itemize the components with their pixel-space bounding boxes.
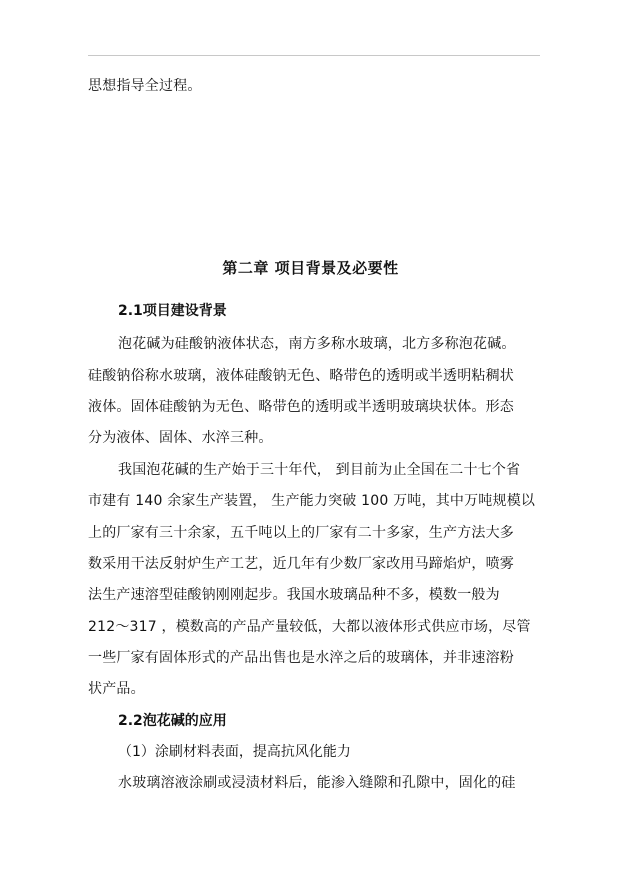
- paragraph-line: 液体。固体硅酸钠为无色、略带色的透明或半透明玻璃块状体。形态: [88, 399, 514, 415]
- paragraph-line: 上的厂家有三十余家，五千吨以上的厂家有二十多家，生产方法大多: [88, 525, 514, 541]
- paragraph-line: 法生产速溶型硅酸钠刚刚起步。我国水玻璃品种不多，模数一般为: [88, 587, 500, 603]
- paragraph-line: 212～317 ，模数高的产品产量较低，大都以液体形式供应市场，尽管: [88, 619, 531, 635]
- paragraph-line: 一些厂家有固体形式的产品出售也是水淬之后的玻璃体，并非速溶粉: [88, 650, 514, 666]
- paragraph-line: 我国泡花碱的生产始于三十年代， 到目前为止全国在二十七个省: [118, 462, 521, 478]
- chapter-title: 第二章 项目背景及必要性: [222, 259, 399, 277]
- paragraph-line: 市建有 140 余家生产装置， 生产能力突破 100 万吨，其中万吨规模以: [88, 493, 536, 509]
- paragraph-line: 数采用干法反射炉生产工艺，近几年有少数厂家改用马蹄焰炉，喷雾: [88, 556, 514, 572]
- header-rule: [88, 55, 540, 56]
- section-heading-2-1: 2.1项目建设背景: [118, 303, 227, 319]
- paragraph-line: 水玻璃溶液涂刷或浸渍材料后，能渗入缝隙和孔隙中，固化的硅: [118, 775, 516, 791]
- paragraph-line: 分为液体、固体、水淬三种。: [88, 430, 273, 446]
- carryover-line: 思想指导全过程。: [88, 78, 202, 94]
- section-heading-2-2: 2.2泡花碱的应用: [118, 713, 227, 729]
- paragraph-line: 状产品。: [88, 681, 145, 697]
- paragraph-line: 硅酸钠俗称水玻璃，液体硅酸钠无色、略带色的透明或半透明粘稠状: [88, 368, 514, 384]
- paragraph-line: 泡花碱为硅酸钠液体状态，南方多称水玻璃，北方多称泡花碱。: [118, 336, 516, 352]
- item-heading-1: （1）涂刷材料表面，提高抗风化能力: [118, 744, 351, 760]
